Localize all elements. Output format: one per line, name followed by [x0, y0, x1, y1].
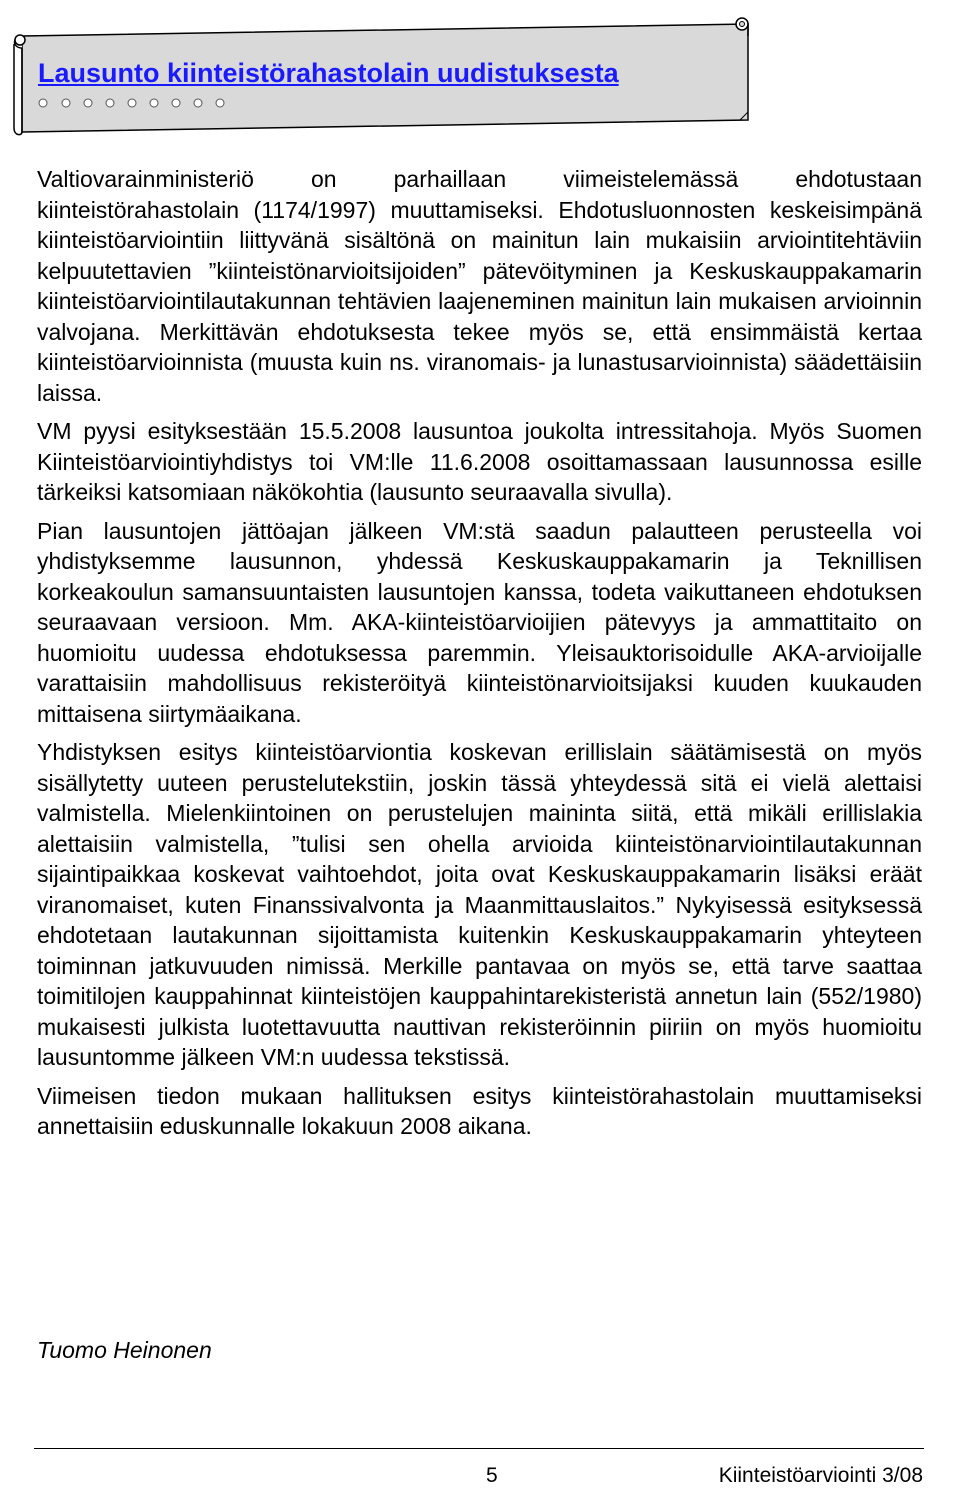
banner-dots [39, 99, 224, 107]
paragraph-2: VM pyysi esityksestään 15.5.2008 lausuntoa joukolta intressitahoja. Myös Suomen Kiinteistöarviointiyhdistys toi VM:lle 11.6.2008 osoittamassaan lausunnossa esille tärkeiksi katsomiaan näkökohtia (lausunto seuraavalla sivulla). [37, 418, 922, 505]
paragraph-3: Pian lausuntojen jättöajan jälkeen VM:stä saadun palautteen perusteella voi yhdistyksemme lausunnon, yhdessä Keskuskauppakamarin ja Teknillisen korkeakoulun samansuuntaisten lausuntojen kanssa, todeta vaikuttaneen ehdotuksen seuraavaan versioon. Mm. AKA-kiinteistöarvioijien pätevyys ja ammattitaito on huomioitu uudessa ehdotuksessa paremmin. Yleisauktorisoidulle AKA-arvioijalle varattaisiin mahdollisuus rekisteröityä kiinteistönarvioitsijaksi kuuden kuukauden mittaisena siirtymäaikana. [37, 517, 922, 727]
article-body [37, 164, 922, 1150]
author-signature: Tuomo Heinonen [37, 1337, 212, 1363]
paragraph-5: Viimeisen tiedon mukaan hallituksen esitys kiinteistörahastolain muuttamiseksi annettaisiin eduskunnalle lokakuun 2008 aikana. [37, 1082, 922, 1139]
publication-name: Kiinteistöarviointi 3/08 [718, 1464, 923, 1487]
page-number: 5 [486, 1464, 498, 1487]
footer-divider [34, 1448, 924, 1449]
paragraph-1: Valtiovarainministeriö on parhaillaan viimeistelemässä ehdotustaan kiinteistörahastolain (1174/1997) muuttamiseksi. Ehdotusluonnosten keskeisimpänä kiinteistöarviointiin liittyvänä sisältönä on mainitun lain mukaisiin arviointitehtäviin kelpuutettavien ”kiinteistönarvioitsijoiden” pätevöityminen ja Keskuskauppakamarin kiinteistöarviointilautakunnan tehtävien laajeneminen mainitun lain mukaisen arvioinnin valvojana. Merkittävän ehdotuksesta tekee myös se, että ensimmäistä kertaa kiinteistöarvioinnista (muusta kuin ns. viranomais- ja lunastusarvioinnista) säädettäisiin laissa. [37, 166, 922, 406]
paragraph-4: Yhdistyksen esitys kiinteistöarviontia koskevan erillislain säätämisestä on myös sisällytetty uuteen perustelutekstiin, joskin tässä yhteydessä sitä ei vielä alettaisi valmistella. Mielenkiintoinen on perustelujen maininta siitä, että mikäli erillislakia alettaisiin valmistella, ”tulisi sen ohella arvioida kiinteistönarviointilautakunnan sijaintipaikkaa koskevat vaihtoehdot, joita ovat Keskuskauppakamarin lisäksi eräät viranomaiset, kuten Finanssivalvonta ja Maanmittauslaitos.” Nykyisessä esityksessä ehdotetaan lautakunnan sijoittamista kuitenkin Keskuskauppakamarin yhteyteen toiminnan jatkuvuuden nimissä. Merkille pantavaa on myös se, että tarve saattaa toimitilojen kauppahinnat kiinteistöjen kauppahintarekisteristä annetun lain (552/1980) mukaisesti julkista luotettavuutta nauttivan rekisteröinnin piiriin on myös huomioitu lausuntomme jälkeen VM:n uudessa tekstissä. [37, 739, 922, 1070]
page-title: Lausunto kiinteistörahastolain uudistuksesta [38, 58, 619, 88]
